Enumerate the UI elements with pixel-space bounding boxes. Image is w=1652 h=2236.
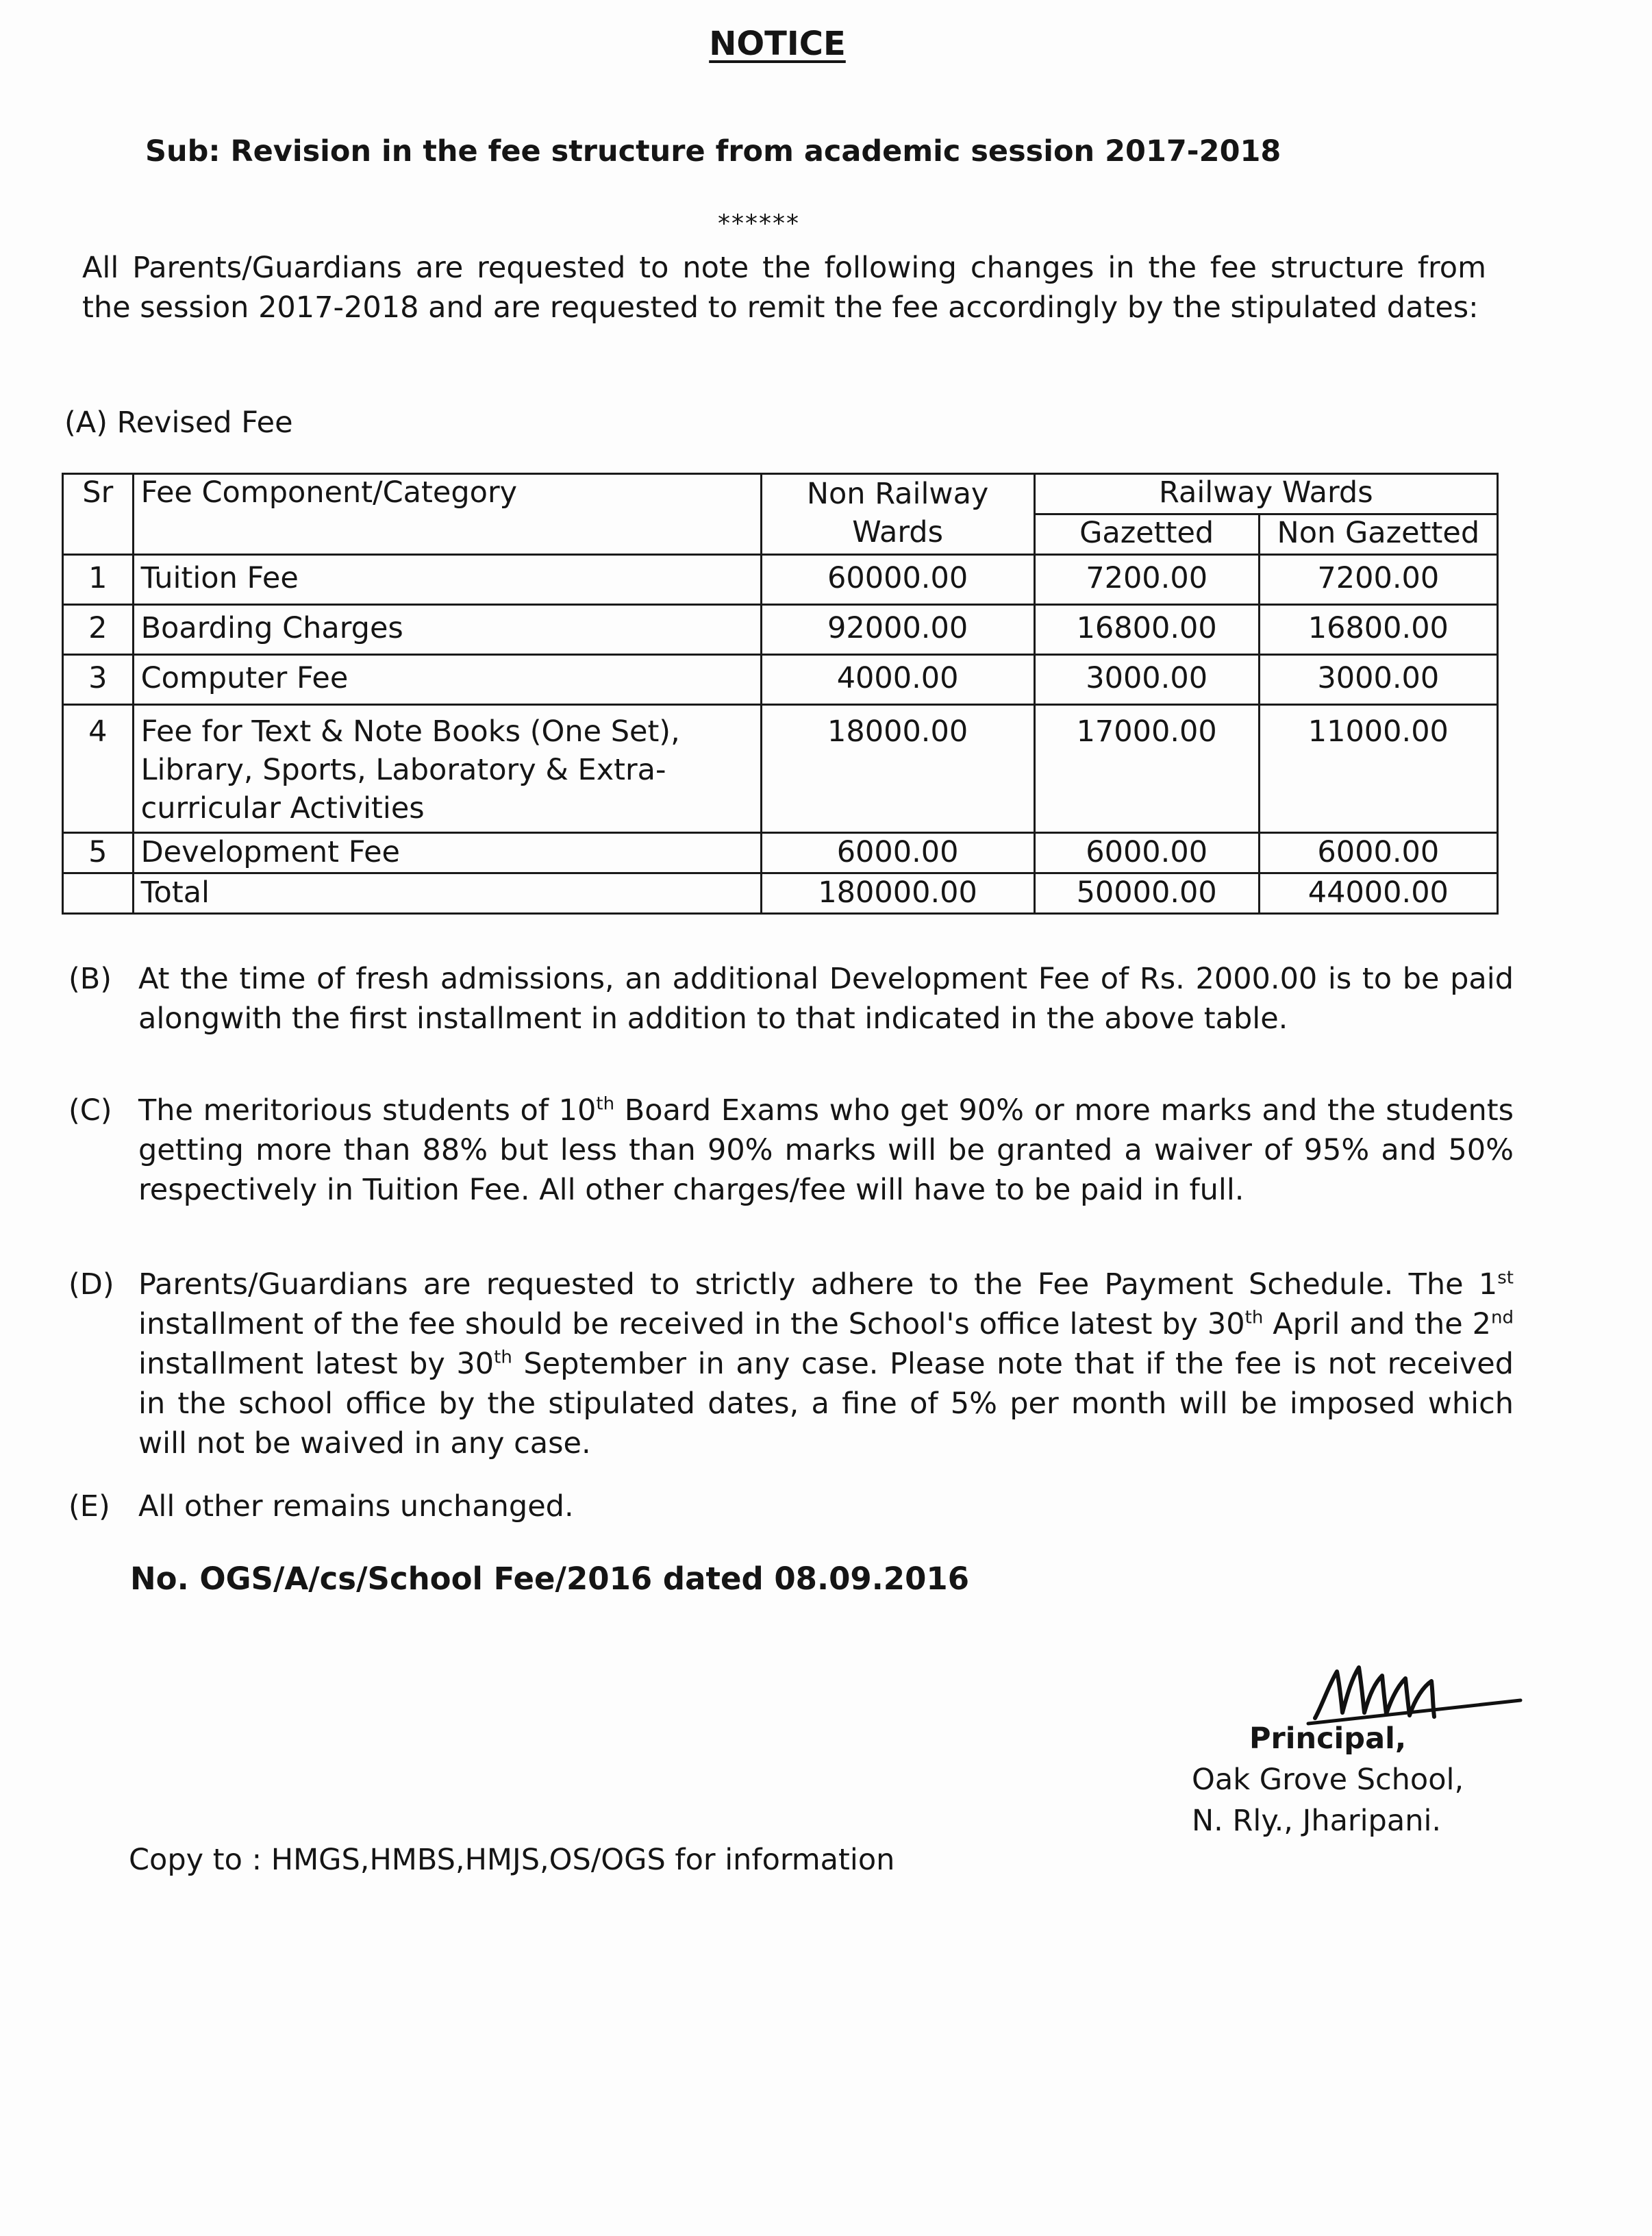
- cell-gazetted: 17000.00: [1034, 705, 1259, 833]
- signatory-role: Principal,: [1249, 1722, 1407, 1756]
- signatory-location: N. Rly., Jharipani.: [1192, 1804, 1442, 1838]
- cell-non-gazetted: 7200.00: [1259, 555, 1497, 605]
- copy-to-line: Copy to : HMGS,HMBS,HMJS,OS/OGS for information: [129, 1843, 895, 1877]
- cell-sr: 3: [63, 655, 134, 705]
- fee-table: [62, 473, 1499, 915]
- total-non-railway: 180000.00: [761, 873, 1034, 914]
- paragraph-text: All other remains unchanged.: [138, 1489, 574, 1524]
- paragraph-text: [138, 1265, 1514, 1463]
- cell-gazetted: 16800.00: [1034, 605, 1259, 655]
- superscript: th: [494, 1347, 512, 1368]
- notice-subject: Sub: Revision in the fee structure from academic session 2017-2018: [145, 134, 1281, 169]
- text-part: installment of the fee should be received in the School's office latest by 30: [138, 1307, 1245, 1341]
- cell-gazetted: 3000.00: [1034, 655, 1259, 705]
- cell-non-railway: 6000.00: [761, 833, 1034, 873]
- intro-paragraph: All Parents/Guardians are requested to note the following changes in the fee structure from the session 2017-2018 and are requested to remit the fee accordingly by the stipulated dates:: [82, 251, 1486, 325]
- superscript: nd: [1491, 1307, 1514, 1328]
- section-a-heading: [64, 406, 293, 440]
- table-row: [63, 705, 1498, 833]
- cell-component: Fee for Text & Note Books (One Set), Library, Sports, Laboratory & Extra-curricular Activities: [133, 705, 761, 833]
- text-part: Board Exams who get 90% or more marks and the students getting more than 88% but less than 90% marks will be granted a waiver of 95% and 50% respectively in Tuition Fee. All other charges/fee will have to be paid in full.: [138, 1093, 1514, 1207]
- cell-component: Computer Fee: [133, 655, 761, 705]
- superscript: th: [596, 1093, 615, 1115]
- header-component: Fee Component/Category: [133, 474, 761, 555]
- signatory-school: Oak Grove School,: [1192, 1763, 1464, 1797]
- cell-sr-empty: [63, 873, 134, 914]
- text-part: The meritorious students of 10: [138, 1093, 597, 1128]
- paragraph-label: (E): [68, 1489, 110, 1524]
- text-part: September in any case. Please note that if the fee is not received in the school office by the stipulated dates, a fine of 5% per month will be imposed which will not be waived in any case.: [138, 1347, 1514, 1461]
- table-row: [63, 605, 1498, 655]
- cell-non-gazetted: 11000.00: [1259, 705, 1497, 833]
- section-a-title: Revised Fee: [116, 406, 293, 440]
- cell-component: Tuition Fee: [133, 555, 761, 605]
- table-row: [63, 655, 1498, 705]
- text-part: Parents/Guardians are requested to strictly adhere to the Fee Payment Schedule. The 1: [138, 1267, 1498, 1302]
- cell-sr: 5: [63, 833, 134, 873]
- cell-non-gazetted: 6000.00: [1259, 833, 1497, 873]
- header-non-gazetted: Non Gazetted: [1259, 514, 1497, 555]
- paragraph-c: [68, 1091, 1514, 1210]
- cell-non-railway: 60000.00: [761, 555, 1034, 605]
- paragraph-label: (D): [68, 1267, 114, 1302]
- table-row: [63, 555, 1498, 605]
- superscript: st: [1497, 1267, 1514, 1289]
- cell-non-gazetted: 3000.00: [1259, 655, 1497, 705]
- cell-sr: 4: [63, 705, 134, 833]
- paragraph-text: [138, 1091, 1514, 1210]
- header-gazetted: Gazetted: [1034, 514, 1259, 555]
- paragraph-b: [68, 959, 1514, 1039]
- header-railway: Railway Wards: [1034, 474, 1497, 514]
- paragraph-label: (B): [68, 962, 112, 996]
- reference-number: No. OGS/A/cs/School Fee/2016 dated 08.09.2016: [130, 1561, 970, 1597]
- table-header-row: [63, 474, 1498, 514]
- cell-non-gazetted: 16800.00: [1259, 605, 1497, 655]
- text-part: installment latest by 30: [138, 1347, 495, 1381]
- cell-non-railway: 4000.00: [761, 655, 1034, 705]
- cell-gazetted: 7200.00: [1034, 555, 1259, 605]
- table-total-row: [63, 873, 1498, 914]
- notice-title: NOTICE: [709, 25, 846, 63]
- paragraph-e: [68, 1487, 1514, 1526]
- cell-gazetted: 6000.00: [1034, 833, 1259, 873]
- cell-non-railway: 18000.00: [761, 705, 1034, 833]
- section-a-label: (A): [64, 406, 108, 440]
- paragraph-text: At the time of fresh admissions, an additional Development Fee of Rs. 2000.00 is to be paid alongwith the first installment in addition to that indicated in the above table.: [138, 962, 1514, 1036]
- cell-non-railway: 92000.00: [761, 605, 1034, 655]
- cell-sr: 1: [63, 555, 134, 605]
- paragraph-label: (C): [68, 1093, 112, 1128]
- total-non-gazetted: 44000.00: [1259, 873, 1497, 914]
- header-non-railway: Non Railway Wards: [761, 474, 1034, 555]
- cell-component: Boarding Charges: [133, 605, 761, 655]
- superscript: th: [1244, 1307, 1264, 1328]
- text-part: April and the 2: [1263, 1307, 1492, 1341]
- table-row: [63, 833, 1498, 873]
- cell-sr: 2: [63, 605, 134, 655]
- total-label: Total: [133, 873, 761, 914]
- signatory-block: [1192, 1718, 1464, 1841]
- separator-stars: ******: [718, 210, 800, 238]
- paragraph-d: [68, 1265, 1514, 1463]
- cell-component: Development Fee: [133, 833, 761, 873]
- header-sr: Sr: [63, 474, 134, 555]
- total-gazetted: 50000.00: [1034, 873, 1259, 914]
